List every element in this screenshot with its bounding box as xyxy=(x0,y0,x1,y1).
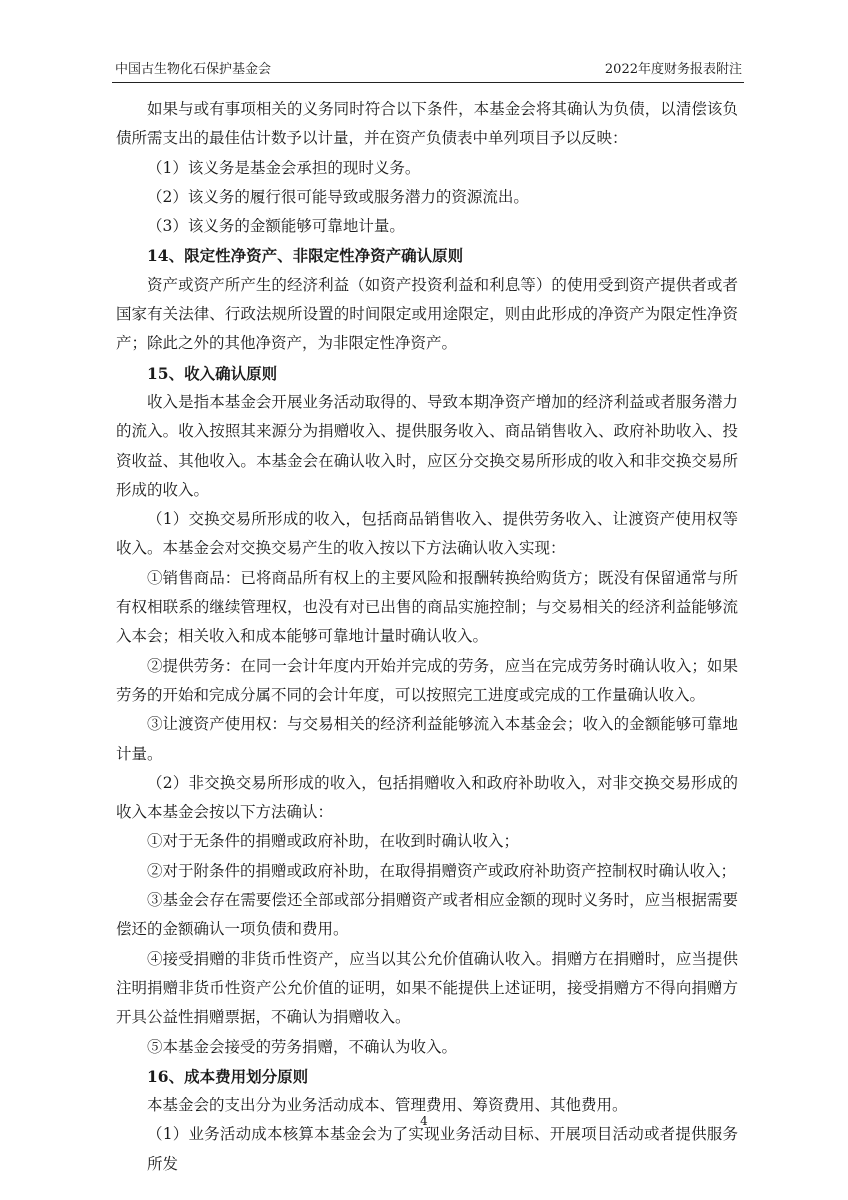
section-heading-16: 16、成本费用划分原则 xyxy=(147,1066,309,1086)
page-header xyxy=(112,60,744,83)
paragraph-services: ②提供劳务：在同一会计年度内开始并完成的劳务，应当在完成劳务时确认收入；如果劳务的开始和完成分属不同的会计年度，可以按照完工进度或完成的工作量确认收入。 xyxy=(116,656,738,704)
list-item-service-donation: ⑤本基金会接受的劳务捐赠，不确认为收入。 xyxy=(147,1037,458,1056)
paragraph-sale-of-goods: ①销售商品：已将商品所有权上的主要风险和报酬转换给购货方；既没有保留通常与所有权相联系的继续管理权，也没有对已出售的商品实施控制；与交易相关的经济利益能够流入本会；相关收入和成本能够可靠地计量时确认收入。 xyxy=(116,568,738,646)
list-item-condition-2: （2）该义务的履行很可能导致或服务潜力的资源流出。 xyxy=(147,187,529,206)
paragraph-non-exchange-revenue: （2）非交换交易所形成的收入，包括捐赠收入和政府补助收入，对非交换交易形成的收入本基金会按以下方法确认： xyxy=(116,773,738,822)
section-heading-14: 14、限定性净资产、非限定性净资产确认原则 xyxy=(147,246,464,266)
section-heading-15: 15、收入确认原则 xyxy=(147,363,278,383)
header-organization-name: 中国古生物化石保护基金会 xyxy=(115,62,272,77)
paragraph-non-monetary-donation: ④接受捐赠的非货币性资产，应当以其公允价值确认收入。捐赠方在捐赠时，应当提供注明捐赠非货币性资产公允价值的证明，如果不能提供上述证明，接受捐赠方不得向捐赠方开具公益性捐赠票据，不确认为捐赠收入。 xyxy=(116,949,738,1027)
list-item-condition-3: （3）该义务的金额能够可靠地计量。 xyxy=(147,217,405,236)
list-item-condition-1: （1）该义务是基金会承担的现时义务。 xyxy=(147,158,421,177)
header-report-title: 2022年度财务报表附注 xyxy=(604,62,742,77)
paragraph-repayment-obligation: ③基金会存在需要偿还全部或部分捐赠资产或者相应金额的现时义务时，应当根据需要偿还的金额确认一项负债和费用。 xyxy=(116,891,738,939)
paragraph-net-assets: 资产或资产所产生的经济利益（如资产投资利益和利息等）的使用受到资产提供者或者国家有关法律、行政法规所设置的时间限定或用途限定，则由此形成的净资产为限定性净资产；除此之外的其他净资产，为非限定性净资产。 xyxy=(116,275,738,353)
paragraph-contingent-liability: 如果与或有事项相关的义务同时符合以下条件，本基金会将其确认为负债，以清偿该负债所需支出的最佳估计数予以计量，并在资产负债表中单列项目予以反映： xyxy=(116,100,738,148)
list-item-unconditional: ①对于无条件的捐赠或政府补助，在收到时确认收入； xyxy=(147,832,520,851)
paragraph-expense-categories: 本基金会的支出分为业务活动成本、管理费用、筹资费用、其他费用。 xyxy=(147,1096,628,1115)
list-item-conditional: ②对于附条件的捐赠或政府补助，在取得捐赠资产或政府补助资产控制权时确认收入； xyxy=(147,861,737,880)
paragraph-activity-cost: （1）业务活动成本核算本基金会为了实现业务活动目标、开展项目活动或者提供服务所发 xyxy=(147,1125,738,1173)
paragraph-revenue-definition: 收入是指本基金会开展业务活动取得的、导致本期净资产增加的经济利益或者服务潜力的流入。收入按照其来源分为捐赠收入、提供服务收入、商品销售收入、政府补助收入、投资收益、其他收入。本基金会在确认收入时，应区分交换交易所形成的收入和非交换交易所形成的收入。 xyxy=(116,392,738,499)
document-body xyxy=(116,95,738,1179)
paragraph-exchange-revenue: （1）交换交易所形成的收入，包括商品销售收入、提供劳务收入、让渡资产使用权等收入。本基金会对交换交易产生的收入按以下方法确认收入实现： xyxy=(116,510,738,558)
paragraph-asset-use-rights: ③让渡资产使用权：与交易相关的经济利益能够流入本基金会；收入的金额能够可靠地计量。 xyxy=(116,715,738,763)
page-number: 4 xyxy=(420,1114,428,1128)
